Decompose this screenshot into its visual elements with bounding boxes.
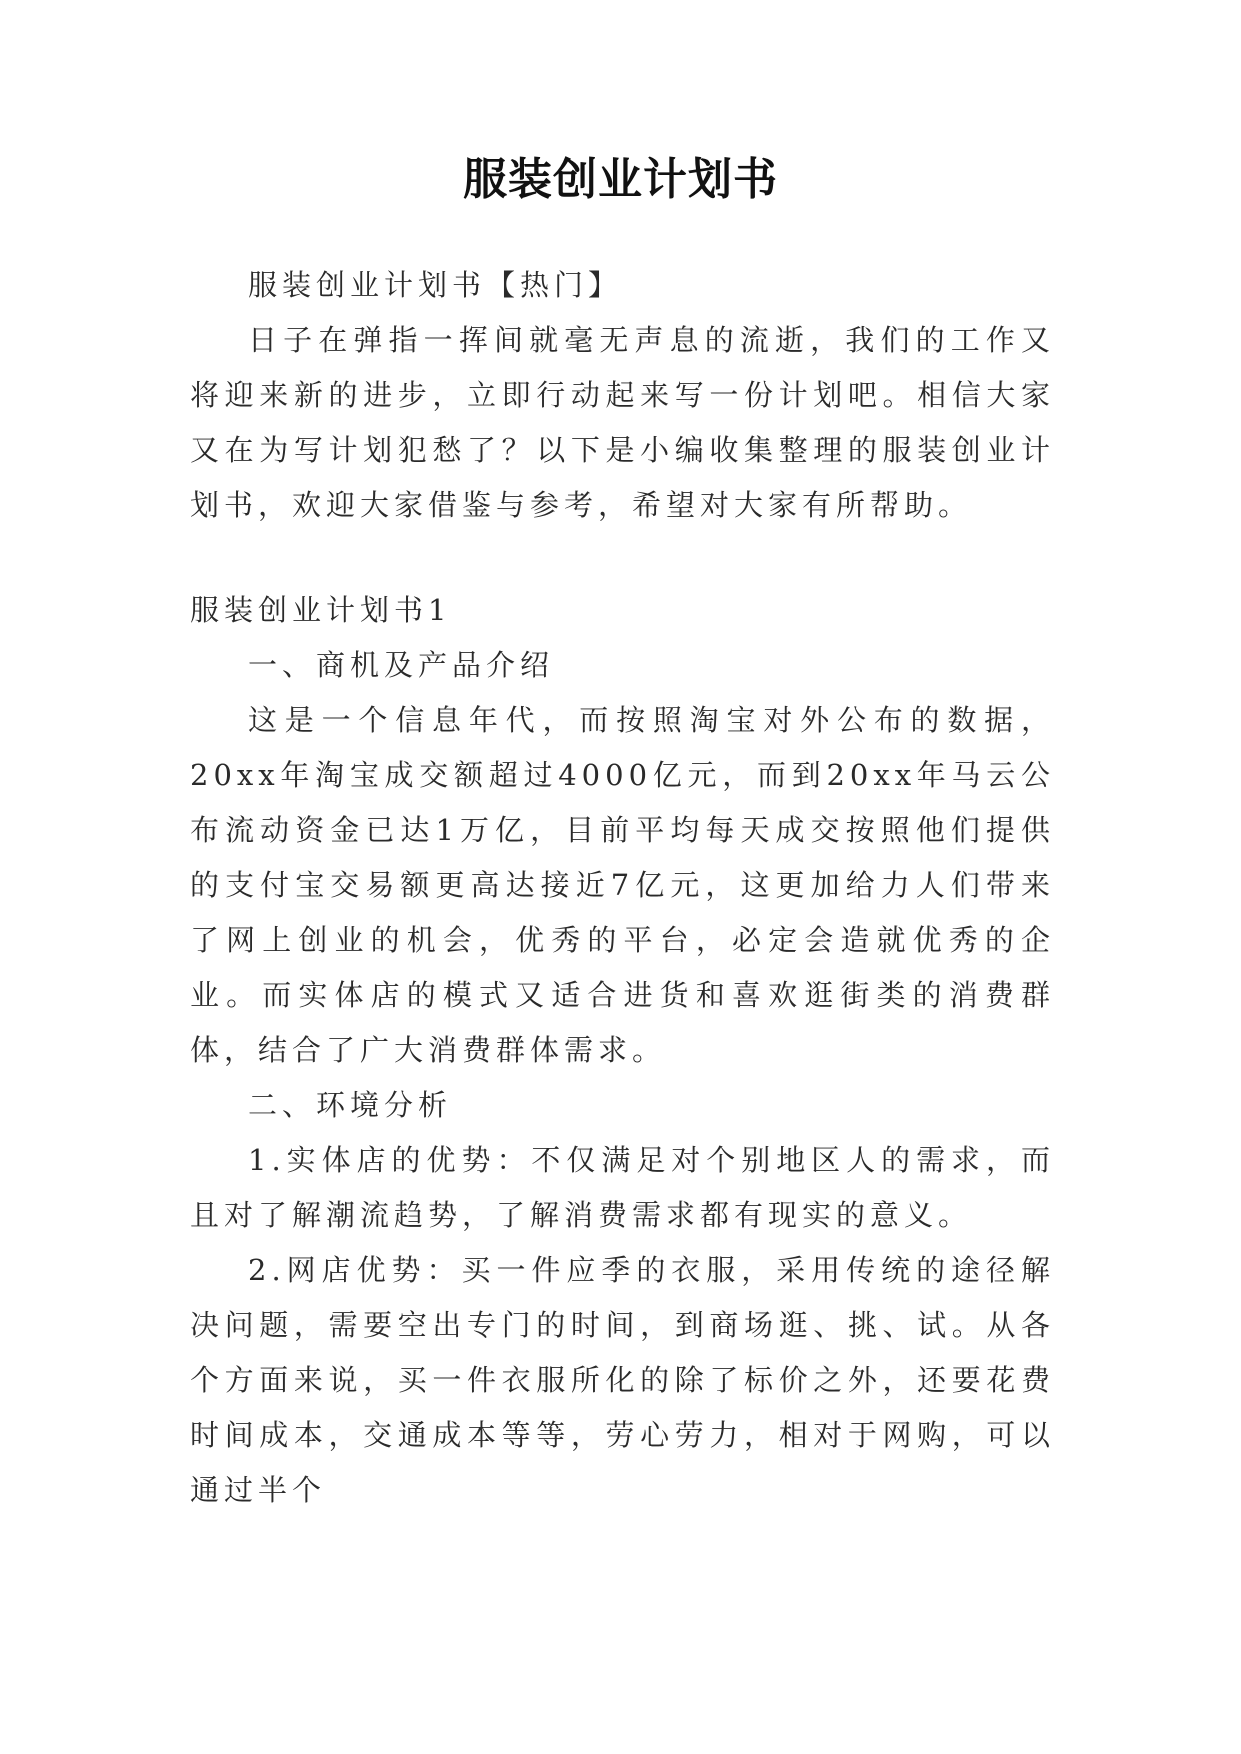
store-advantage-paragraph: 1.实体店的优势：不仅满足对个别地区人的需求，而且对了解潮流趋势，了解消费需求都有现实的意义。 bbox=[190, 1143, 1055, 1232]
subheading-environment: 二、环境分析 bbox=[248, 1088, 453, 1122]
section-heading: 服装创业计划书1 bbox=[190, 593, 452, 627]
section-spacer bbox=[190, 533, 1055, 583]
opportunity-paragraph: 这是一个信息年代，而按照淘宝对外公布的数据，20xx年淘宝成交额超过4000亿元，而到20xx年马云公布流动资金已达1万亿，目前平均每天成交按照他们提供的支付宝交易额更高达接近7亿元，这更加给力人们带来了网上创业的机会，优秀的平台，必定会造就优秀的企业。而实体店的模式又适合进货和喜欢逛街类的消费群体，结合了广大消费群体需求。 bbox=[190, 703, 1055, 1067]
online-store-advantage-paragraph: 2.网店优势：买一件应季的衣服，采用传统的途径解决问题，需要空出专门的时间，到商场逛、挑、试。从各个方面来说，买一件衣服所化的除了标价之外，还要花费时间成本，交通成本等等，劳心劳力，相对于网购，可以通过半个 bbox=[190, 1253, 1055, 1507]
document-title: 服装创业计划书 bbox=[463, 154, 778, 205]
document-body bbox=[190, 258, 1055, 1518]
subtitle-paragraph: 服装创业计划书【热门】 bbox=[248, 268, 623, 302]
intro-paragraph: 日子在弹指一挥间就毫无声息的流逝，我们的工作又将迎来新的进步，立即行动起来写一份计划吧。相信大家又在为写计划犯愁了？以下是小编收集整理的服装创业计划书，欢迎大家借鉴与参考，希望对大家有所帮助。 bbox=[190, 323, 1055, 522]
subheading-opportunity: 一、商机及产品介绍 bbox=[248, 648, 555, 682]
